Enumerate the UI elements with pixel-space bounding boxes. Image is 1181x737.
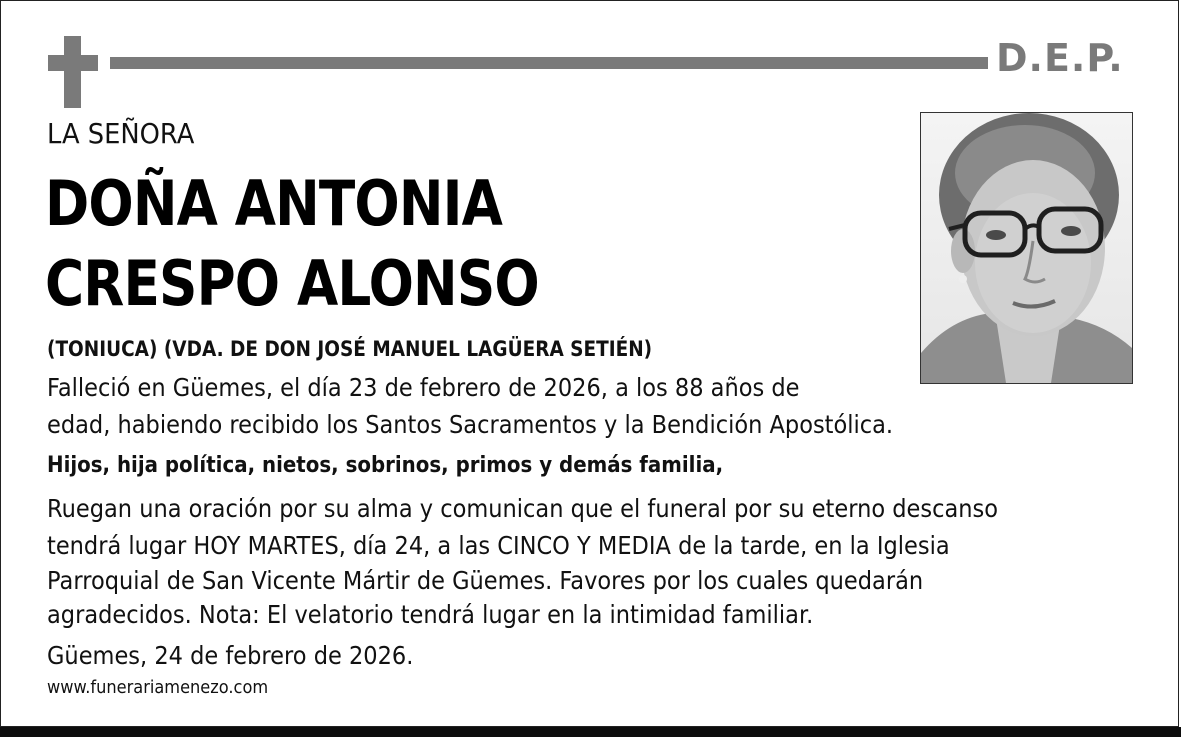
deceased-nickname: (TONIUCA) (VDA. DE DON JOSÉ MANUEL LAGÜERA SETIÉN) xyxy=(47,337,653,361)
funeral-line2: tendrá lugar HOY MARTES, día 24, a las CINCO Y MEDIA de la tarde, en la Iglesia xyxy=(47,531,950,560)
death-notice-line2: edad, habiendo recibido los Santos Sacramentos y la Bendición Apostólica. xyxy=(47,410,894,439)
death-notice-line1: Falleció en Güemes, el día 23 de febrero de 2026, a los 88 años de xyxy=(47,373,800,402)
family-line: Hijos, hija política, nietos, sobrinos, primos y demás familia, xyxy=(47,453,724,478)
title-prefix: LA SEÑORA xyxy=(47,117,195,150)
dep-label: D.E.P. xyxy=(996,36,1124,80)
bottom-border xyxy=(0,727,1181,737)
header-rule xyxy=(110,57,988,69)
funeral-line3: Parroquial de San Vicente Mártir de Güemes. Favores por los cuales quedarán xyxy=(47,566,924,595)
funeral-line4: agradecidos. Nota: El velatorio tendrá lugar en la intimidad familiar. xyxy=(47,600,814,629)
deceased-name-line2: CRESPO ALONSO xyxy=(45,247,539,320)
portrait-photo xyxy=(920,112,1133,384)
place-date: Güemes, 24 de febrero de 2026. xyxy=(47,641,414,670)
deceased-name-line1: DOÑA ANTONIA xyxy=(45,167,503,240)
funeral-line1: Ruegan una oración por su alma y comunican que el funeral por su eterno descanso xyxy=(47,494,999,523)
website-link[interactable]: www.funerariamenezo.com xyxy=(47,677,269,698)
